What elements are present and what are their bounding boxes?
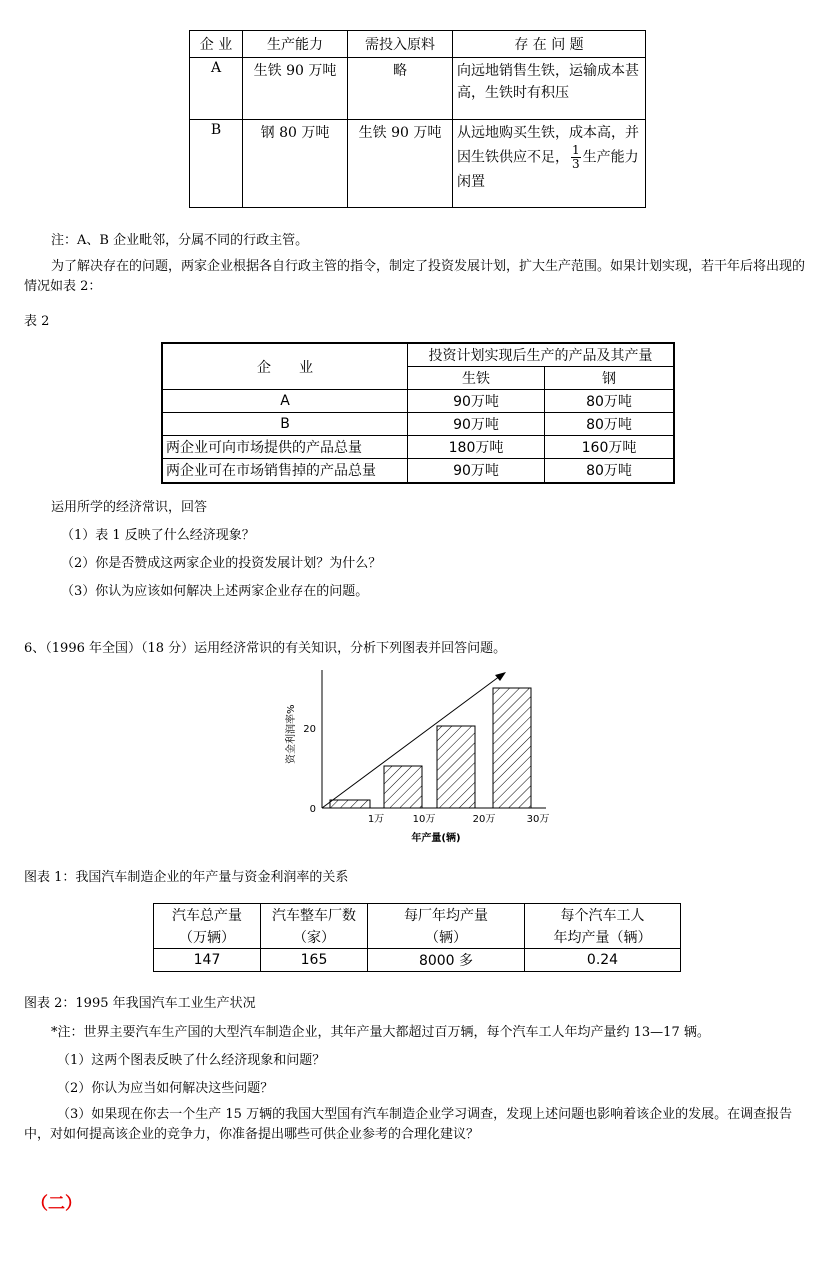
table1-cell bbox=[453, 120, 646, 208]
question-6-3: （3）如果现在你去一个生产 15 万辆的我国大型国有汽车制造企业学习调查，发现上述问题也影响着该企业的发展。在调查报告中，对如何提高该企业的竞争力，你准备提出哪些可供企业参考的合理化建议？ bbox=[24, 1107, 793, 1142]
table2-cell: 90万吨 bbox=[408, 459, 545, 483]
y-tick-label: 0 bbox=[309, 804, 316, 815]
table2-group-header: 投资计划实现后生产的产品及其产量 bbox=[408, 343, 675, 367]
table2-cell: 80万吨 bbox=[545, 459, 675, 483]
section-marker: （二） bbox=[31, 1194, 82, 1214]
table2-cell: 80万吨 bbox=[545, 390, 675, 413]
note-1: 注：A、B 企业毗邻，分属不同的行政主管。 bbox=[51, 233, 309, 248]
chart-bar bbox=[330, 800, 370, 808]
table1-header-problem: 存 在 问 题 bbox=[453, 31, 646, 58]
profit-chart bbox=[276, 664, 566, 854]
table2-col-iron: 生铁 bbox=[408, 367, 545, 390]
table3-header-unit: （万辆） bbox=[154, 926, 261, 949]
table2-row-label: A bbox=[162, 390, 408, 413]
y-axis-label: 资金利润率% bbox=[286, 704, 297, 764]
fraction bbox=[571, 144, 581, 171]
table1-cell: 向远地销售生铁，运输成本甚高，生铁时有积压 bbox=[453, 58, 646, 120]
table2-cell: 80万吨 bbox=[545, 413, 675, 436]
table1-cell: 略 bbox=[348, 58, 453, 120]
question-intro: 运用所学的经济常识，回答 bbox=[51, 500, 208, 515]
table3-header-unit: （家） bbox=[261, 926, 368, 949]
question-6-title: 6、（1996 年全国）（18 分）运用经济常识的有关知识，分析下列图表并回答问题。 bbox=[24, 641, 507, 656]
table-3 bbox=[153, 903, 681, 972]
table3-cell: 8000 多 bbox=[368, 949, 525, 972]
table3-cell: 0.24 bbox=[525, 949, 681, 972]
problem-text: 生产能力闲置 bbox=[457, 149, 639, 190]
x-tick-label: 1万 bbox=[367, 814, 385, 825]
x-axis-label: 年产量(辆) bbox=[411, 833, 461, 844]
paragraph-1: 为了解决存在的问题，两家企业根据各自行政主管的指令，制定了投资发展计划，扩大生产范围。如果计划实现，若干年后将出现的情况如表 2： bbox=[24, 259, 806, 294]
table-2-caption: 表 2 bbox=[24, 314, 50, 329]
table1-cell: A bbox=[190, 58, 243, 120]
table1-cell: 生铁 90 万吨 bbox=[243, 58, 348, 120]
table2-row-label: 两企业可向市场提供的产品总量 bbox=[162, 436, 408, 459]
note-2: *注：世界主要汽车生产国的大型汽车制造企业，其年产量大都超过百万辆，每个汽车工人年均产量约 13—17 辆。 bbox=[51, 1025, 710, 1040]
chart-bar bbox=[384, 766, 422, 808]
table-1 bbox=[189, 30, 646, 208]
question-2: （2）你是否赞成这两家企业的投资发展计划？为什么？ bbox=[61, 556, 382, 571]
table2-row-label: B bbox=[162, 413, 408, 436]
fraction-denominator: 3 bbox=[572, 157, 580, 171]
question-6-1: （1）这两个图表反映了什么经济现象和问题？ bbox=[57, 1053, 326, 1068]
table3-header-unit: 年均产量（辆） bbox=[525, 926, 681, 949]
table-2 bbox=[161, 342, 675, 484]
table2-row-label: 两企业可在市场销售掉的产品总量 bbox=[162, 459, 408, 483]
table2-corner: 企 业 bbox=[162, 343, 408, 390]
table3-cell: 147 bbox=[154, 949, 261, 972]
figure-1-caption: 图表 1：我国汽车制造企业的年产量与资金利润率的关系 bbox=[24, 870, 349, 885]
question-6-2: （2）你认为应当如何解决这些问题？ bbox=[57, 1081, 274, 1096]
problem-text: 从远地购买生铁，成本高，并因生铁供应不足， bbox=[457, 125, 639, 166]
table1-cell: B bbox=[190, 120, 243, 208]
table2-cell: 90万吨 bbox=[408, 390, 545, 413]
table2-cell: 90万吨 bbox=[408, 413, 545, 436]
table3-header-unit: （辆） bbox=[368, 926, 525, 949]
table3-header: 汽车总产量 bbox=[154, 904, 261, 927]
table3-header: 每厂年均产量 bbox=[368, 904, 525, 927]
table2-col-steel: 钢 bbox=[545, 367, 675, 390]
x-tick-label: 10万 bbox=[412, 814, 436, 825]
x-tick-label: 30万 bbox=[526, 814, 550, 825]
table3-cell: 165 bbox=[261, 949, 368, 972]
chart-bar bbox=[437, 726, 475, 808]
table1-cell: 钢 80 万吨 bbox=[243, 120, 348, 208]
fraction-numerator: 1 bbox=[572, 143, 580, 157]
table2-cell: 160万吨 bbox=[545, 436, 675, 459]
table1-header-capacity: 生产能力 bbox=[243, 31, 348, 58]
table3-header: 每个汽车工人 bbox=[525, 904, 681, 927]
table1-cell: 生铁 90 万吨 bbox=[348, 120, 453, 208]
question-3: （3）你认为应该如何解决上述两家企业存在的问题。 bbox=[61, 584, 369, 599]
table1-header-enterprise: 企 业 bbox=[190, 31, 243, 58]
chart-bar bbox=[493, 688, 531, 808]
table1-header-material: 需投入原料 bbox=[348, 31, 453, 58]
trend-arrowhead bbox=[495, 672, 506, 681]
table2-cell: 180万吨 bbox=[408, 436, 545, 459]
chart-bars bbox=[330, 688, 531, 808]
y-tick-label: 20 bbox=[303, 724, 316, 735]
x-tick-label: 20万 bbox=[472, 814, 496, 825]
figure-2-caption: 图表 2：1995 年我国汽车工业生产状况 bbox=[24, 996, 256, 1011]
table3-header: 汽车整车厂数 bbox=[261, 904, 368, 927]
question-1: （1）表 1 反映了什么经济现象？ bbox=[61, 528, 255, 543]
